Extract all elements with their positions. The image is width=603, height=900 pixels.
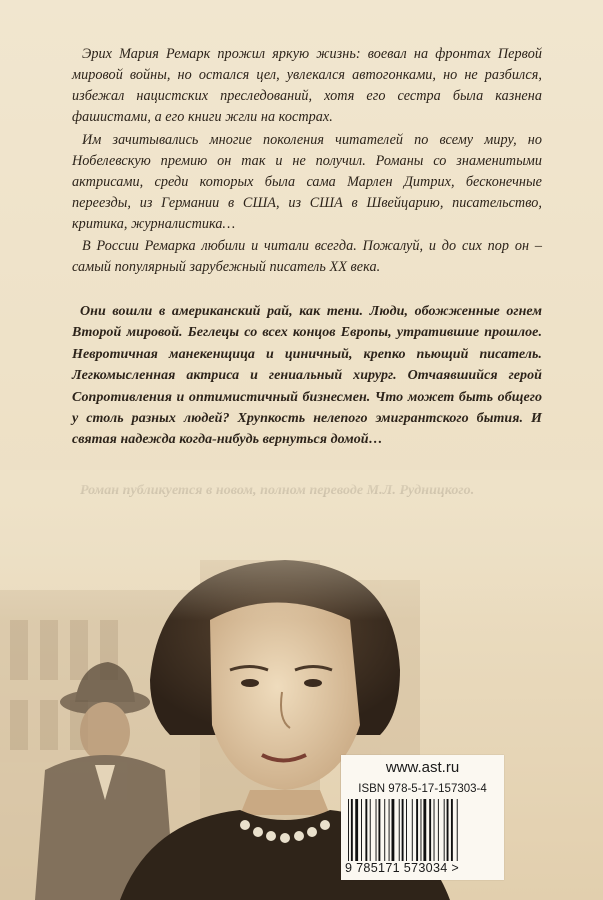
barcode-digits: 9 785171 573034 > [345, 861, 460, 875]
barcode-bars [348, 799, 498, 861]
annotation-paragraph-2: Им зачитывались многие поколения читателей по всему миру, но Нобелевскую премию он так и не получил. Романы со знаменитыми актрисами, среди которых была сама Марлен Дитрих, бесконечные переезды, из Германии в США, из США в Швейцарию, писательство, критика, журналистика… [72, 132, 542, 232]
sepia-photo-illustration [0, 470, 603, 900]
isbn-number: ISBN 978-5-17-157303-4 [358, 783, 487, 795]
blurb-paragraph: Они вошли в американский рай, как тени. Люди, обожженные огнем Второй мировой. Беглецы со всех концов Европы, утратившие прошлое. Невротичная манекенщица и циничный, крепко пьющий писатель. Легкомысленная актриса и гениальный хирург. Отчаявшийся герой Сопротивления и оптимистичный бизнесмен. Что может быть общего у столь разных людей? Хрупкость нелепого эмигрантского бытия. И святая надежда когда-нибудь вернуться домой… [72, 304, 542, 448]
annotation-paragraph-1: Эрих Мария Ремарк прожил яркую жизнь: воевал на фронтах Первой мировой войны, но остался цел, увлекался автогонками, но не разбился, избежал нацистских преследований, хотя его сестра была казнена фашистами, а его книги жгли на кострах. [72, 46, 542, 125]
publisher-website: www.ast.ru [385, 759, 460, 776]
isbn-barcode-panel [341, 755, 504, 880]
annotation-paragraph-3: В России Ремарка любили и читали всегда. Пожалуй, и до сих пор он – самый популярный зарубежный писатель XX века. [72, 238, 542, 275]
